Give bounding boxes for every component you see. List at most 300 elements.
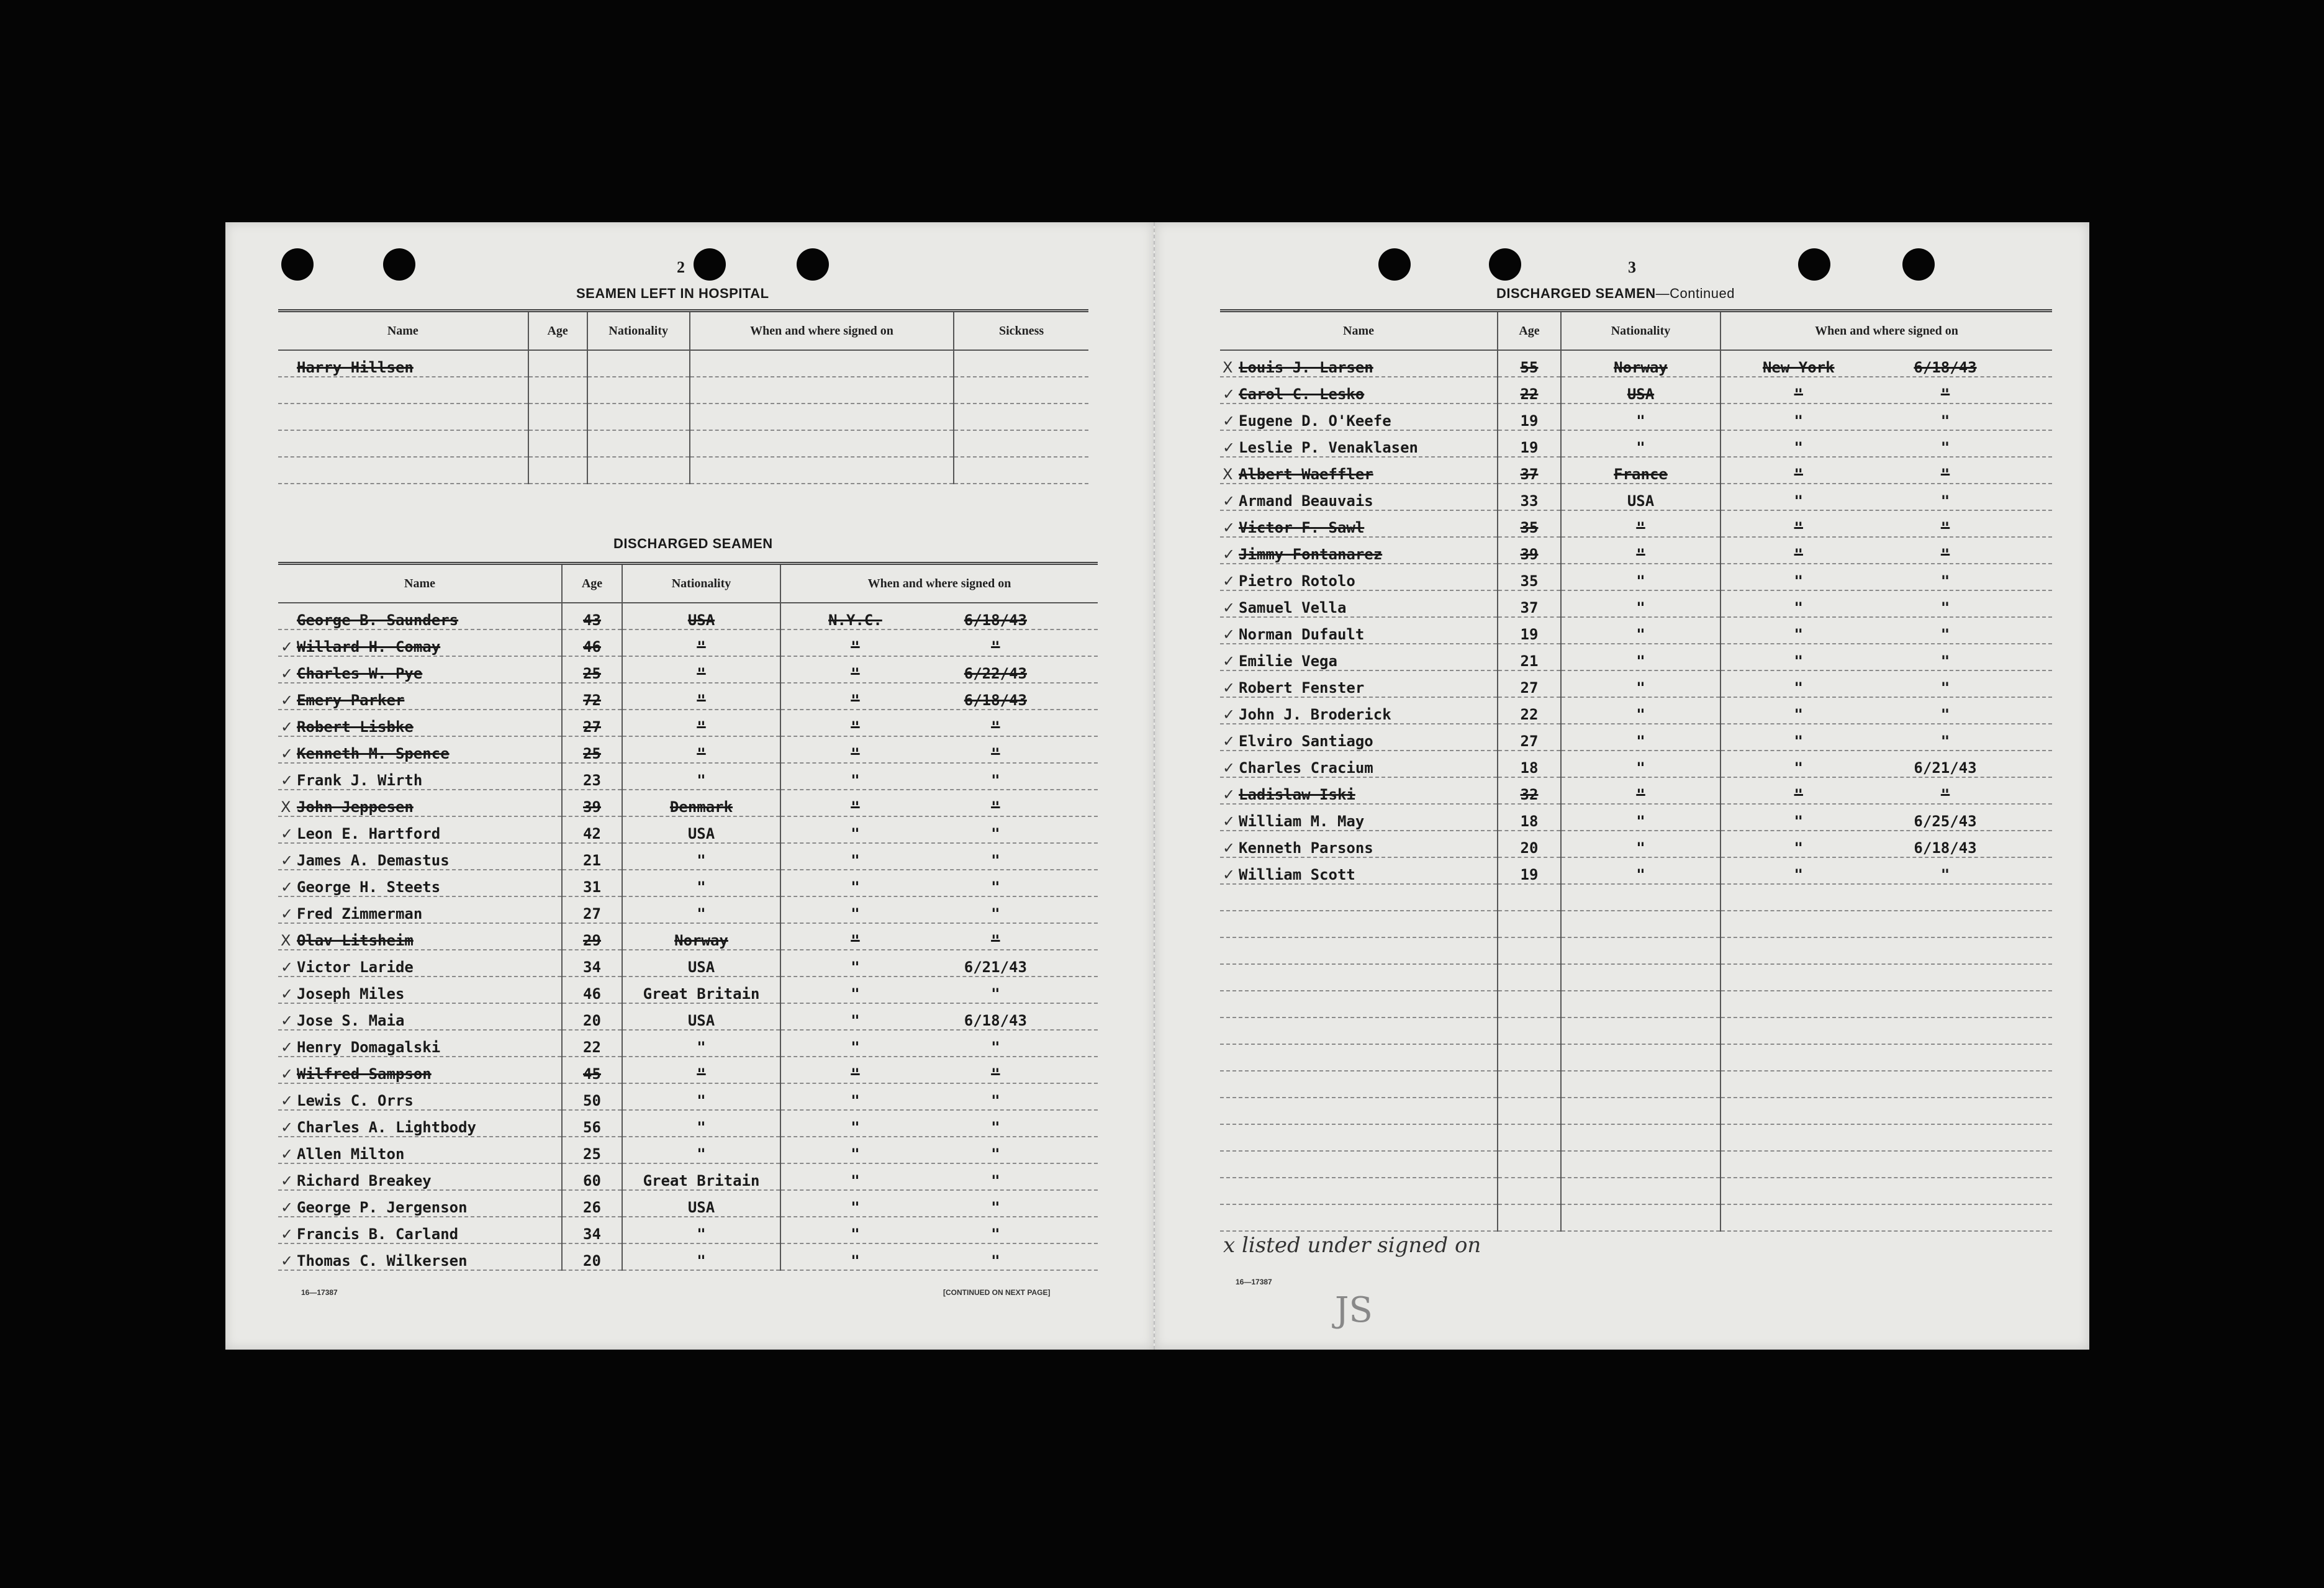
signed-date: " [991, 1252, 1000, 1270]
age-cell: 37 [1498, 457, 1561, 484]
age-cell: 20 [562, 1003, 622, 1030]
seaman-name: Samuel Vella [1239, 599, 1347, 616]
check-mark: ✓ [1223, 706, 1236, 723]
empty-cell [1561, 991, 1720, 1017]
nationality-cell: " [622, 1030, 780, 1057]
table-row [1220, 1098, 2052, 1124]
empty-cell [1220, 1178, 1498, 1204]
check-mark: ✓ [1223, 519, 1236, 536]
seaman-name: Jose S. Maia [297, 1012, 405, 1029]
table-row [1220, 804, 2052, 831]
nationality-cell: " [622, 1137, 780, 1163]
name-cell [278, 1083, 562, 1110]
age-cell: 34 [562, 950, 622, 977]
name-cell [278, 977, 562, 1003]
signed-date: 6/22/43 [964, 665, 1027, 682]
check-mark: ✓ [281, 1039, 294, 1056]
age-cell: 27 [1498, 724, 1561, 751]
table-row [278, 683, 1098, 710]
signed-on-cell [1720, 617, 2052, 644]
nationality-cell: " [622, 843, 780, 870]
signed-on-cell [1720, 537, 2052, 564]
empty-cell [1720, 1151, 2052, 1178]
table-row [278, 1243, 1098, 1270]
empty-cell [1720, 1071, 2052, 1098]
empty-cell [1720, 1204, 2052, 1231]
signed-date: 6/18/43 [1914, 359, 1977, 376]
age-cell: 19 [1498, 617, 1561, 644]
name-cell [278, 710, 562, 736]
seaman-name: Lewis C. Orrs [297, 1092, 414, 1109]
table-row [1220, 670, 2052, 697]
check-mark: ✓ [281, 692, 294, 709]
table-row [278, 1030, 1098, 1057]
signed-on-cell [1720, 564, 2052, 590]
name-cell [278, 603, 562, 629]
empty-cell [1220, 911, 1498, 937]
table-row [278, 870, 1098, 896]
age-cell: 39 [1498, 537, 1561, 564]
seaman-name: Leon E. Hartford [297, 825, 441, 842]
empty-cell [1561, 884, 1720, 911]
signed-date: " [1940, 466, 1950, 483]
empty-cell [1561, 1204, 1720, 1231]
name-cell [1220, 590, 1498, 617]
table-row [1220, 991, 2052, 1017]
empty-cell [954, 430, 1088, 457]
nationality-cell: Great Britain [622, 977, 780, 1003]
name-cell [278, 763, 562, 790]
check-mark: ✓ [281, 852, 294, 869]
signed-date: " [991, 905, 1000, 923]
discharged-continued-table [1220, 309, 2052, 1232]
age-cell: 46 [562, 977, 622, 1003]
table-row [1220, 590, 2052, 617]
age-cell: 29 [562, 923, 622, 950]
signed-date: " [1940, 519, 1950, 536]
age-cell: 19 [1498, 404, 1561, 430]
check-mark: ✓ [281, 1199, 294, 1216]
signed-date: " [1940, 492, 1950, 510]
age-cell: 46 [562, 629, 622, 656]
name-cell [1220, 564, 1498, 590]
signed-on-cell [1720, 857, 2052, 884]
empty-cell [1498, 1098, 1561, 1124]
column-header: Age [1498, 311, 1561, 351]
signed-on-cell [780, 1217, 1098, 1243]
signed-place: " [1794, 572, 1803, 590]
name-cell [1220, 697, 1498, 724]
name-cell [1220, 644, 1498, 670]
empty-cell [1498, 937, 1561, 964]
check-mark: ✓ [1223, 412, 1236, 430]
empty-cell [1561, 1071, 1720, 1098]
signed-place: " [851, 985, 860, 1003]
column-header: Name [1220, 311, 1498, 351]
table-row [278, 430, 1088, 457]
nationality-cell: Denmark [622, 790, 780, 816]
check-mark: X [281, 798, 291, 816]
name-cell [278, 950, 562, 977]
table-row [278, 656, 1098, 683]
seaman-name: John Jeppesen [297, 798, 414, 816]
signed-on-cell [780, 790, 1098, 816]
empty-cell [1220, 1204, 1498, 1231]
seaman-name: George B. Saunders [297, 611, 459, 629]
nationality-cell: USA [622, 1190, 780, 1217]
column-header: Nationality [1561, 311, 1720, 351]
name-cell [1220, 670, 1498, 697]
name-cell [1220, 510, 1498, 537]
seaman-name: Fred Zimmerman [297, 905, 423, 923]
nationality-cell: " [622, 870, 780, 896]
signed-on-cell [780, 656, 1098, 683]
signed-place: " [851, 1252, 860, 1270]
signed-date: " [1940, 439, 1950, 456]
signed-place: " [851, 932, 860, 949]
signed-date: " [1940, 652, 1950, 670]
empty-cell [954, 404, 1088, 430]
nationality-cell: France [1561, 457, 1720, 484]
signed-date: " [1940, 412, 1950, 430]
empty-cell [1720, 1017, 2052, 1044]
signed-place: " [851, 718, 860, 736]
age-cell: 19 [1498, 857, 1561, 884]
age-cell: 25 [562, 1137, 622, 1163]
table-row [1220, 1178, 2052, 1204]
seaman-name: Robert Fenster [1239, 679, 1365, 697]
table-row [278, 710, 1098, 736]
empty-cell [1498, 884, 1561, 911]
seaman-name: Ladislaw Iski [1239, 786, 1355, 803]
seaman-name: George H. Steets [297, 878, 441, 896]
signed-place: " [1794, 492, 1803, 510]
age-cell: 25 [562, 656, 622, 683]
column-header: When and where signed on [780, 564, 1098, 603]
handwritten-initials: JS [1335, 1290, 1373, 1330]
seaman-name: Allen Milton [297, 1145, 405, 1163]
empty-cell [1220, 991, 1498, 1017]
empty-cell [1498, 1178, 1561, 1204]
name-cell [278, 1217, 562, 1243]
check-mark: ✓ [281, 745, 294, 762]
name-cell [1220, 857, 1498, 884]
table-row [278, 923, 1098, 950]
empty-cell [587, 377, 690, 404]
age-cell: 25 [562, 736, 622, 763]
page-number: 2 [677, 258, 685, 276]
signed-place: " [851, 1065, 860, 1083]
table-row [278, 950, 1098, 977]
signed-date: " [991, 1199, 1000, 1216]
empty-cell [1498, 991, 1561, 1017]
age-cell: 21 [562, 843, 622, 870]
seaman-name: Victor F. Sawl [1239, 519, 1365, 536]
signed-place: " [851, 1145, 860, 1163]
signed-on-cell [780, 1163, 1098, 1190]
name-cell [1220, 537, 1498, 564]
table-row [278, 816, 1098, 843]
table-row [1220, 404, 2052, 430]
seaman-name: Norman Dufault [1239, 626, 1365, 643]
nationality-cell: " [1561, 831, 1720, 857]
empty-cell [1561, 1151, 1720, 1178]
continued-note: [CONTINUED ON NEXT PAGE] [943, 1288, 1051, 1297]
signed-place: " [851, 1012, 860, 1029]
seaman-name: William Scott [1239, 866, 1355, 883]
signed-date: 6/21/43 [1914, 759, 1977, 777]
signed-on-cell [1720, 751, 2052, 777]
check-mark: ✓ [281, 1012, 294, 1029]
table-row [1220, 644, 2052, 670]
seaman-name: Emery Parker [297, 692, 405, 709]
table-row [1220, 777, 2052, 804]
signed-place: " [851, 692, 860, 709]
check-mark: ✓ [1223, 626, 1236, 643]
empty-cell [587, 457, 690, 484]
check-mark: ✓ [281, 665, 294, 682]
table-row [1220, 1124, 2052, 1151]
age-cell: 32 [1498, 777, 1561, 804]
discharged-section-title: DISCHARGED SEAMEN [613, 536, 773, 551]
signed-place: " [851, 825, 860, 842]
signed-on-cell [780, 763, 1098, 790]
empty-cell [1498, 911, 1561, 937]
handwritten-note: x listed under signed on [1223, 1233, 1481, 1258]
age-cell: 33 [1498, 484, 1561, 510]
signed-date: " [1940, 386, 1950, 403]
empty-cell [1561, 1017, 1720, 1044]
seaman-name: John J. Broderick [1239, 706, 1391, 723]
nationality-cell: USA [622, 816, 780, 843]
signed-date: " [1940, 866, 1950, 883]
check-mark: ✓ [1223, 866, 1236, 883]
empty-cell [1720, 1124, 2052, 1151]
nationality-cell: " [1561, 697, 1720, 724]
seaman-name: Richard Breakey [297, 1172, 432, 1189]
signed-date: " [991, 825, 1000, 842]
empty-cell [1720, 911, 2052, 937]
signed-on-cell [780, 710, 1098, 736]
signed-date: 6/18/43 [1914, 839, 1977, 857]
check-mark: ✓ [1223, 759, 1236, 777]
continued-section-title [1496, 286, 1735, 302]
signed-on-cell [1720, 430, 2052, 457]
signed-place: " [851, 1199, 860, 1216]
signed-on-cell [780, 870, 1098, 896]
empty-cell [528, 404, 587, 430]
signed-place: " [1794, 786, 1803, 803]
table-row [1220, 1151, 2052, 1178]
signed-on-cell [780, 1110, 1098, 1137]
nationality-cell: " [622, 896, 780, 923]
signed-date: " [991, 1225, 1000, 1243]
empty-cell [1220, 1124, 1498, 1151]
empty-cell [1498, 1124, 1561, 1151]
table-row [278, 1190, 1098, 1217]
signed-place: " [1794, 839, 1803, 857]
check-mark: ✓ [281, 772, 294, 789]
signed-place: " [1794, 733, 1803, 750]
seaman-name: Charles A. Lightbody [297, 1119, 476, 1136]
signed-place: " [1794, 546, 1803, 563]
seaman-name: Louis J. Larsen [1239, 359, 1373, 376]
check-mark: ✓ [1223, 813, 1236, 830]
signed-on-cell [780, 683, 1098, 710]
punch-hole [1489, 248, 1521, 281]
age-cell: 72 [562, 683, 622, 710]
age-cell [528, 350, 587, 377]
signed-date: 6/21/43 [964, 959, 1027, 976]
check-mark: ✓ [281, 905, 294, 923]
nationality-cell: USA [622, 950, 780, 977]
signed-date: " [1940, 572, 1950, 590]
signed-on-cell [780, 950, 1098, 977]
name-cell [278, 629, 562, 656]
empty-cell [1720, 1178, 2052, 1204]
table-row [278, 790, 1098, 816]
punch-hole [1902, 248, 1935, 281]
check-mark: ✓ [1223, 733, 1236, 750]
table-row [1220, 617, 2052, 644]
empty-cell [1220, 1071, 1498, 1098]
column-header: Name [278, 564, 562, 603]
signed-on-cell [780, 923, 1098, 950]
seaman-name: Wilfred Sampson [297, 1065, 432, 1083]
table-row [1220, 510, 2052, 537]
signed-place: " [1794, 599, 1803, 616]
seaman-name: Albert Waeffler [1239, 466, 1373, 483]
empty-cell [690, 430, 954, 457]
age-cell: 22 [1498, 697, 1561, 724]
empty-cell [528, 430, 587, 457]
section-title-suffix: —Continued [1655, 286, 1735, 301]
age-cell: 42 [562, 816, 622, 843]
column-header: Age [528, 311, 587, 351]
signed-date: 6/25/43 [1914, 813, 1977, 830]
signed-date: " [1940, 733, 1950, 750]
check-mark: ✓ [281, 1252, 294, 1270]
name-cell [1220, 430, 1498, 457]
name-cell [278, 1137, 562, 1163]
column-header: Nationality [587, 311, 690, 351]
check-mark: ✓ [1223, 599, 1236, 616]
check-mark: ✓ [281, 1225, 294, 1243]
nationality-cell: " [1561, 751, 1720, 777]
column-header: When and where signed on [1720, 311, 2052, 351]
seaman-name: Eugene D. O'Keefe [1239, 412, 1391, 430]
table-row [1220, 937, 2052, 964]
age-cell: 27 [562, 896, 622, 923]
signed-place: " [1794, 386, 1803, 403]
nationality-cell: " [1561, 537, 1720, 564]
seaman-name: Willard H. Comay [297, 638, 441, 656]
empty-cell [1720, 1098, 2052, 1124]
empty-cell [690, 404, 954, 430]
signed-date: " [991, 772, 1000, 789]
empty-cell [278, 457, 528, 484]
name-cell [278, 923, 562, 950]
table-row [278, 404, 1088, 430]
table-row [278, 629, 1098, 656]
nationality-cell: Great Britain [622, 1163, 780, 1190]
table-row [1220, 1071, 2052, 1098]
age-cell: 19 [1498, 430, 1561, 457]
empty-cell [1498, 1044, 1561, 1071]
age-cell: 45 [562, 1057, 622, 1083]
name-cell [278, 1057, 562, 1083]
nationality-cell: USA [622, 603, 780, 629]
signed-date: " [991, 1065, 1000, 1083]
age-cell: 55 [1498, 350, 1561, 377]
check-mark: ✓ [281, 638, 294, 656]
signed-date: " [991, 1039, 1000, 1056]
name-cell [278, 790, 562, 816]
name-cell [1220, 724, 1498, 751]
check-mark: ✓ [1223, 492, 1236, 510]
age-cell: 21 [1498, 644, 1561, 670]
age-cell: 27 [562, 710, 622, 736]
check-mark: ✓ [1223, 679, 1236, 697]
nationality-cell: " [622, 656, 780, 683]
signed-date: " [1940, 546, 1950, 563]
signed-on-cell [1720, 804, 2052, 831]
signed-place: " [1794, 412, 1803, 430]
empty-cell [1220, 1044, 1498, 1071]
nationality-cell: " [622, 736, 780, 763]
seaman-name: Carol C. Lesko [1239, 386, 1365, 403]
empty-cell [1561, 1178, 1720, 1204]
signed-place: " [1794, 439, 1803, 456]
empty-cell [954, 457, 1088, 484]
check-mark: ✓ [281, 1119, 294, 1136]
empty-cell [1720, 991, 2052, 1017]
empty-cell [1220, 964, 1498, 991]
name-cell [1220, 804, 1498, 831]
signed-place: " [851, 905, 860, 923]
empty-cell [1720, 884, 2052, 911]
signed-on-cell [1720, 670, 2052, 697]
signed-on-cell [780, 1083, 1098, 1110]
age-cell: 31 [562, 870, 622, 896]
age-cell: 50 [562, 1083, 622, 1110]
signed-place: " [851, 852, 860, 869]
age-cell: 20 [1498, 831, 1561, 857]
table-row [278, 1110, 1098, 1137]
signed-place: " [1794, 519, 1803, 536]
empty-cell [278, 430, 528, 457]
column-header: Sickness [954, 311, 1088, 351]
nationality-cell: " [1561, 617, 1720, 644]
table-row [278, 457, 1088, 484]
nationality-cell: " [1561, 430, 1720, 457]
signed-date: " [991, 985, 1000, 1003]
signed-on-cell [780, 603, 1098, 629]
signed-on-cell [780, 977, 1098, 1003]
nationality-cell: Norway [1561, 350, 1720, 377]
form-number: 16—17387 [301, 1288, 338, 1297]
nationality-cell: " [622, 1243, 780, 1270]
nationality-cell: " [622, 629, 780, 656]
age-cell: 39 [562, 790, 622, 816]
name-cell [1220, 831, 1498, 857]
signed-date: " [991, 1172, 1000, 1189]
check-mark: ✓ [281, 1145, 294, 1163]
signed-date: 6/18/43 [964, 1012, 1027, 1029]
name-cell [1220, 617, 1498, 644]
nationality-cell: USA [1561, 484, 1720, 510]
empty-cell [1220, 884, 1498, 911]
